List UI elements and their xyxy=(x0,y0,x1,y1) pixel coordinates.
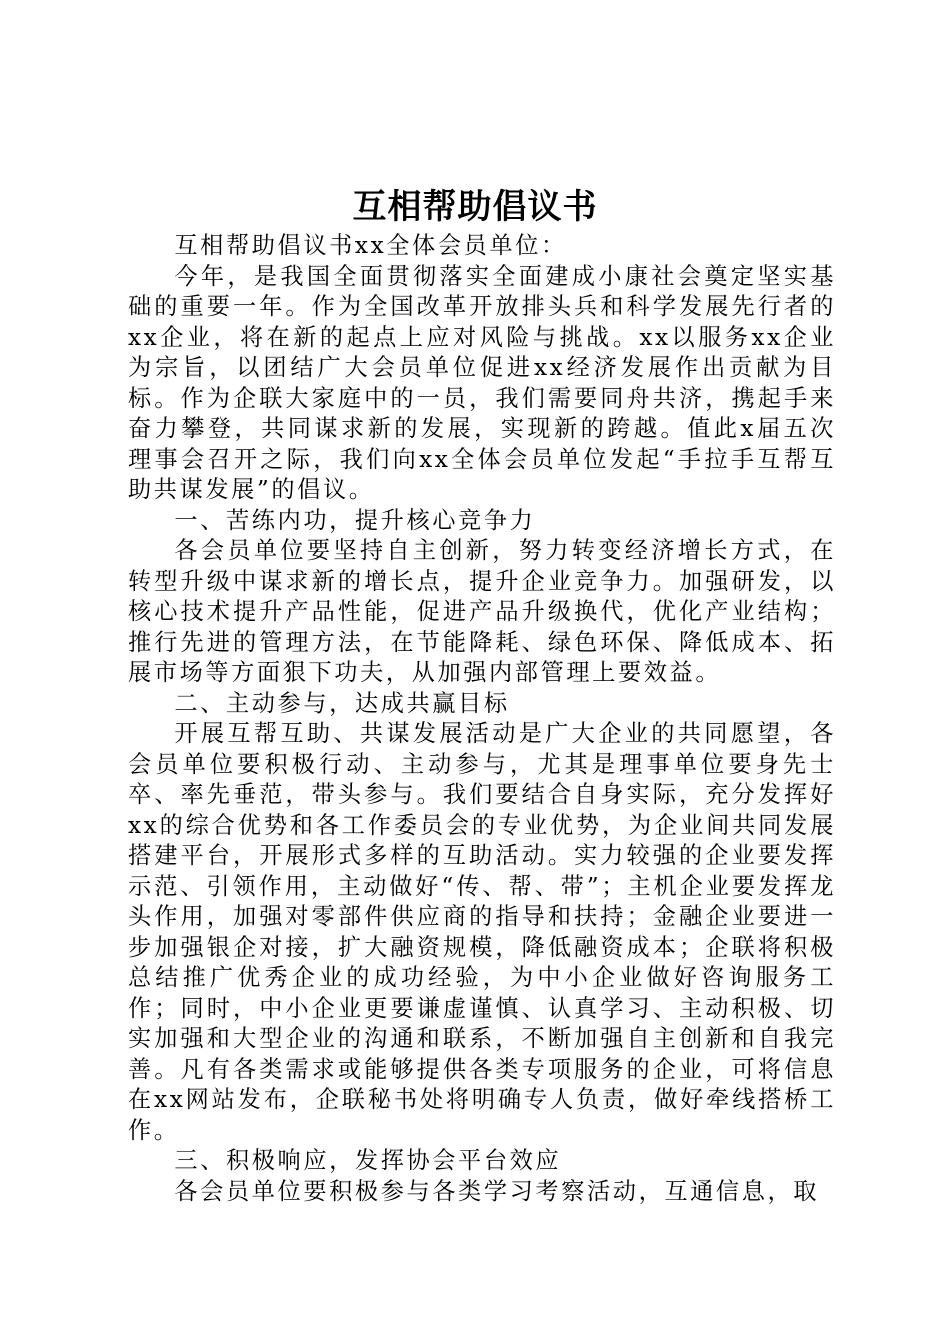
document-body xyxy=(128,231,836,1207)
document-title: 互相帮助倡议书 xyxy=(352,187,598,227)
intro-paragraph: 今年，是我国全面贯彻落实全面建成小康社会奠定坚实基础的重要一年。作为全国改革开放排头兵和科学发展先行者的xx企业，将在新的起点上应对风险与挑战。xx以服务xx企业为宗旨，以团结广大会员单位促进xx经济发展作出贡献为目标。作为企联大家庭中的一员，我们需要同舟共济，携起手来奋力攀登，共同谋求新的发展，实现新的跨越。值此x届五次理事会召开之际，我们向xx全体会员单位发起“手拉手互帮互助共谋发展”的倡议。 xyxy=(128,262,836,503)
section-heading-1: 一、苦练内功，提升核心竞争力 xyxy=(174,506,536,534)
salutation-paragraph: 互相帮助倡议书xx全体会员单位： xyxy=(174,232,567,259)
section-paragraph-1: 各会员单位要坚持自主创新，努力转变经济增长方式，在转型升级中谋求新的增长点，提升企业竞争力。加强研发，以核心技术提升产品性能，促进产品升级换代，优化产业结构；推行先进的管理方法，在节能降耗、绿色环保、降低成本、拓展市场等方面狠下功夫，从加强内部管理上要效益。 xyxy=(128,537,836,686)
section-heading-3: 三、积极响应，发挥协会平台效应 xyxy=(174,1147,562,1174)
section-heading-2: 二、主动参与，达成共赢目标 xyxy=(174,689,510,717)
section-paragraph-2: 开展互帮互助、共谋发展活动是广大企业的共同愿望，各会员单位要积极行动、主动参与，尤其是理事单位要身先士卒、率先垂范，带头参与。我们要结合自身实际，充分发挥好xx的综合优势和各工作委员会的专业优势，为企业间共同发展搭建平台，开展形式多样的互助活动。实力较强的企业要发挥示范、引领作用，主动做好“传、帮、带”；主机企业要发挥龙头作用，加强对零部件供应商的指导和扶持；金融企业要进一步加强银企对接，扩大融资规模，降低融资成本；企联将积极总结推广优秀企业的成功经验，为中小企业做好咨询服务工作；同时，中小企业更要谦虚谨慎、认真学习、主动积极、切实加强和大型企业的沟通和联系，不断加强自主创新和自我完善。凡有各类需求或能够提供各类专项服务的企业，可将信息在xx网站发布，企联秘书处将明确专人负责，做好牵线搭桥工作。 xyxy=(128,720,836,1144)
section-paragraph-3: 各会员单位要积极参与各类学习考察活动，互通信息，取 xyxy=(174,1177,820,1205)
